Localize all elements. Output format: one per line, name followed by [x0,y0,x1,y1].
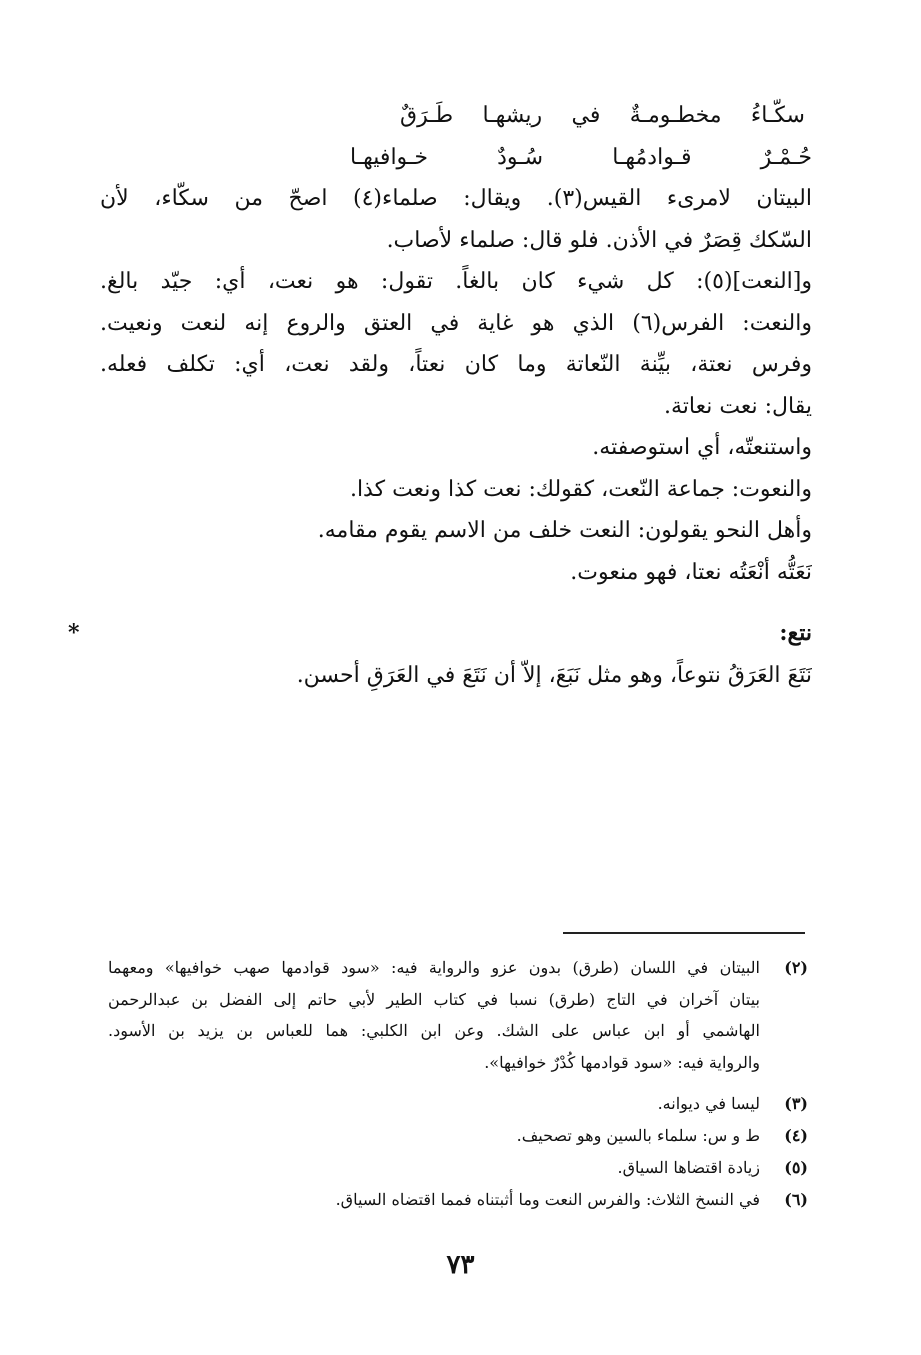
entry-text: نَتَعَ العَرَقُ نتوعاً، وهو مثل نَبَعَ، إلاّ أن نَتَعَ في العَرَقِ أحسن. [296,662,812,688]
verse-line-1: سكّـاءُ مخطـومـةٌ في ريشهـا طَـرَقٌ [400,103,805,128]
body-line-7: واستنعتّه، أي استوصفته. [592,435,812,460]
footnote-number: (٤) [784,1126,808,1145]
footnote-number: (٣) [784,1094,808,1113]
main-text [68,95,812,696]
footnote-number: (٦) [784,1190,808,1209]
entry-headword: نتع: [779,620,812,646]
verse-line-2: حُـمْـرٌ قـوادمُهـا سُـودٌ خـوافيهـا [350,144,812,170]
footnotes [108,952,808,1216]
footnote-line: البيتان في اللسان (طرق) بدون عزو والرواية فيه: «سود قوادمها صهب خوافيها» ومعهما [108,958,760,977]
entry-marker-asterisk: * [68,620,80,646]
body-line-9: وأهل النحو يقولون: النعت خلف من الاسم يقوم مقامه. [317,518,812,543]
footnote-number: (٢) [784,958,808,977]
body-line-1: البيتان لامرىء القيس(٣). ويقال: صلماء(٤) اصحّ من سكّاء، لأن [100,186,812,211]
footnote-line: بيتان آخران في التاج (طرق) نسبا في كتاب الطير لأبي حاتم إلى الفضل بن عبدالرحمن [108,989,760,1009]
footnote-line: ط و س: سلماء بالسين وهو تصحيف. [516,1126,760,1145]
footnote-6 [108,1184,808,1216]
footnote-line: زيادة اقتضاها السياق. [617,1158,760,1177]
body-line-10: نَعَتُّه أنْعَتُه نعتا، فهو منعوت. [570,559,812,585]
body-line-2: السّكك قِصَرٌ في الأذن. فلو قال: صلماء لأصاب. [386,227,812,253]
footnote-2 [108,952,808,1078]
footnote-divider [563,932,805,934]
footnote-line: والرواية فيه: «سود قوادمها كُدْرٌ خوافيها». [484,1052,760,1072]
footnote-number: (٥) [784,1158,808,1177]
body-line-3: و[النعت](٥): كل شيء كان بالغاً. تقول: هو نعت، أي: جيّد بالغ. [100,269,812,294]
footnote-3 [108,1088,808,1120]
footnote-line: ليسا في ديوانه. [657,1094,760,1113]
page-number: ٧٣ [446,1250,475,1280]
body-line-5: وفرس نعتة، بيِّنة النّعاتة وما كان نعتاً، ولقد نعت، أي: تكلف فعله. [100,352,812,377]
footnote-line: في النسخ الثلاث: والفرس النعت وما أثبتناه فمما اقتضاه السياق. [335,1190,760,1209]
body-line-8: والنعوت: جماعة النّعت، كقولك: نعت كذا ونعت كذا. [349,476,812,502]
footnote-4 [108,1120,808,1152]
body-line-6: يقال: نعت نعاتة. [663,393,812,419]
footnote-line: الهاشمي أو ابن عباس على الشك. وعن ابن الكلبي: هما للعباس بن يزيد بن الأسود. [108,1021,760,1040]
entry-heading-row [68,613,812,655]
body-line-4: والنعت: الفرس(٦) الذي هو غاية في العتق والروع إنه لنعت ونعيت. [100,310,812,336]
footnote-5 [108,1152,808,1184]
